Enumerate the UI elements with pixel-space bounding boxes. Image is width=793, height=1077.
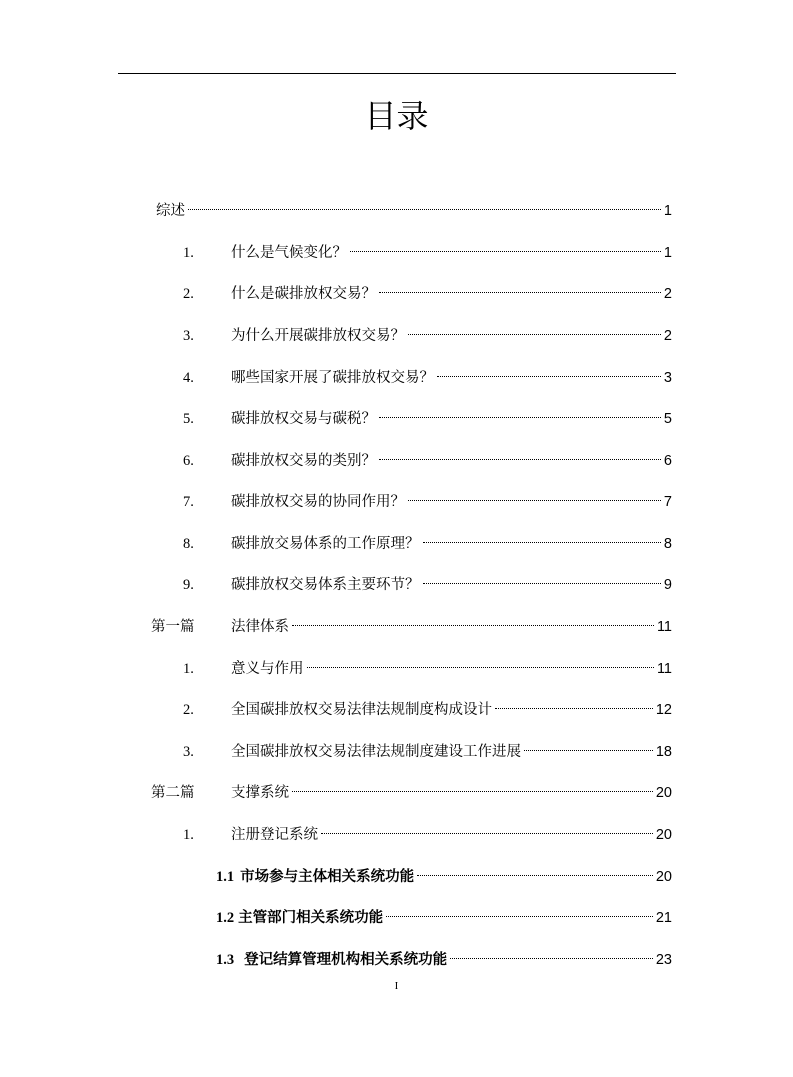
dot-leader	[408, 500, 661, 501]
page-footer-number: I	[394, 980, 399, 992]
toc-entry[interactable]	[0, 698, 793, 722]
toc-entry-part-one[interactable]	[0, 615, 793, 639]
toc-part-number: 第一篇	[151, 619, 195, 635]
toc-entry-number: 8.	[183, 536, 194, 552]
toc-entry-text: 综述	[156, 203, 185, 219]
header-rule	[118, 73, 676, 74]
toc-entry-number: 2.	[183, 702, 194, 718]
dot-leader	[417, 875, 653, 876]
toc-entry[interactable]	[0, 657, 793, 681]
toc-entry-text: 注册登记系统	[231, 827, 318, 843]
toc-entry-text: 哪些国家开展了碳排放权交易？	[231, 370, 434, 386]
toc-entry-number: 1.	[183, 245, 194, 261]
dot-leader	[450, 958, 653, 959]
toc-entry-number: 4.	[183, 370, 194, 386]
toc-page-number: 18	[655, 744, 672, 760]
dot-leader	[321, 833, 653, 834]
toc-entry-text: 意义与作用	[231, 661, 304, 677]
toc-title: 目录	[364, 97, 429, 135]
dot-leader	[188, 209, 661, 210]
toc-entry-text: 碳排放权交易与碳税？	[231, 411, 376, 427]
toc-entry-number: 1.	[183, 827, 194, 843]
toc-entry[interactable]	[0, 366, 793, 390]
toc-entry[interactable]	[0, 282, 793, 306]
dot-leader	[292, 791, 653, 792]
toc-subentry[interactable]	[0, 948, 793, 972]
toc-page-number: 2	[663, 328, 672, 344]
toc-entry-number: 5.	[183, 411, 194, 427]
dot-leader	[307, 667, 654, 668]
toc-entry[interactable]	[0, 823, 793, 847]
dot-leader	[350, 251, 661, 252]
toc-entry-part-two[interactable]	[0, 781, 793, 805]
toc-entry[interactable]	[0, 241, 793, 265]
toc-entry[interactable]	[0, 324, 793, 348]
toc-page-number: 6	[663, 453, 672, 469]
toc-page-number: 11	[656, 619, 672, 635]
toc-page-number: 23	[655, 952, 672, 968]
toc-page-number: 1	[663, 245, 672, 261]
toc-entry[interactable]	[0, 449, 793, 473]
toc-entry-overview[interactable]	[0, 199, 793, 223]
toc-page-number: 3	[663, 370, 672, 386]
dot-leader	[423, 583, 661, 584]
toc-entry-text: 碳排放权交易的协同作用？	[231, 494, 405, 510]
toc-subentry-number: 1.3	[216, 952, 235, 968]
toc-entry-number: 7.	[183, 494, 194, 510]
dot-leader	[408, 334, 661, 335]
toc-page-number: 11	[656, 661, 672, 677]
toc-page-number: 20	[655, 869, 672, 885]
toc-entry-text: 法律体系	[231, 619, 289, 635]
toc-subentry-number: 1.2	[216, 910, 235, 926]
dot-leader	[524, 750, 653, 751]
toc-entry-text: 主管部门相关系统功能	[238, 910, 384, 926]
toc-entry[interactable]	[0, 740, 793, 764]
toc-entry-text: 碳排放权交易的类别？	[231, 453, 376, 469]
dot-leader	[379, 459, 661, 460]
toc-entry[interactable]	[0, 490, 793, 514]
toc-page-number: 8	[663, 536, 672, 552]
toc-subentry[interactable]	[0, 865, 793, 889]
toc-entry-text: 支撑系统	[231, 785, 289, 801]
toc-subentry[interactable]	[0, 906, 793, 930]
toc-entry[interactable]	[0, 532, 793, 556]
toc-entry-text: 碳排放权交易体系主要环节？	[231, 577, 420, 593]
toc-entry[interactable]	[0, 407, 793, 431]
toc-entry-text: 什么是碳排放权交易？	[231, 286, 376, 302]
dot-leader	[437, 376, 661, 377]
toc-entry[interactable]	[0, 573, 793, 597]
dot-leader	[495, 708, 653, 709]
toc-page-number: 2	[663, 286, 672, 302]
toc-page-number: 21	[655, 910, 672, 926]
toc-entry-text: 什么是气候变化？	[231, 245, 347, 261]
toc-entry-text: 全国碳排放权交易法律法规制度建设工作进展	[231, 744, 521, 760]
toc-entry-number: 9.	[183, 577, 194, 593]
toc-entry-text: 登记结算管理机构相关系统功能	[244, 952, 448, 968]
toc-entry-number: 3.	[183, 328, 194, 344]
toc-entry-text: 全国碳排放权交易法律法规制度构成设计	[231, 702, 492, 718]
dot-leader	[292, 625, 654, 626]
toc-entry-text: 为什么开展碳排放权交易？	[231, 328, 405, 344]
toc-page-number: 9	[663, 577, 672, 593]
toc-subentry-number: 1.1	[216, 869, 235, 885]
toc-entry-text: 市场参与主体相关系统功能	[240, 869, 415, 885]
dot-leader	[423, 542, 661, 543]
toc-entry-text: 碳排放交易体系的工作原理？	[231, 536, 420, 552]
dot-leader	[379, 417, 661, 418]
toc-page-number: 7	[663, 494, 672, 510]
toc-entry-number: 1.	[183, 661, 194, 677]
toc-entry-number: 6.	[183, 453, 194, 469]
dot-leader	[386, 916, 653, 917]
toc-page-number: 1	[663, 203, 672, 219]
toc-part-number: 第二篇	[151, 785, 195, 801]
toc-page-number: 12	[655, 702, 672, 718]
toc-page-number: 20	[655, 785, 672, 801]
dot-leader	[379, 292, 661, 293]
toc-entry-number: 2.	[183, 286, 194, 302]
toc-entry-number: 3.	[183, 744, 194, 760]
toc-page-number: 5	[663, 411, 672, 427]
toc-page-number: 20	[655, 827, 672, 843]
